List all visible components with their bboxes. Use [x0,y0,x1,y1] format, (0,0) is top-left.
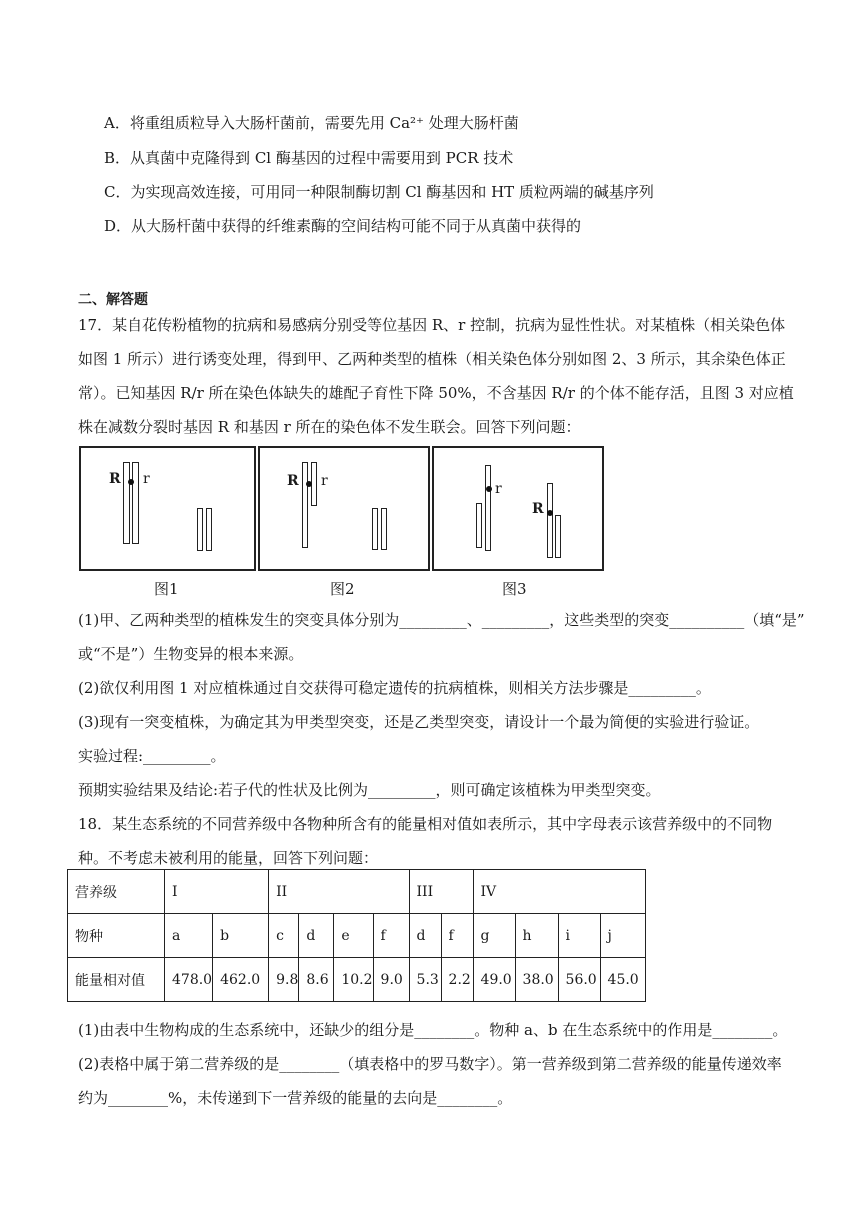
energy-table [67,869,646,1002]
chromosome-3b [485,465,491,551]
table-species-cell: b [213,914,269,958]
chromosome-other-b [206,508,212,551]
chromosome-1b [132,462,139,544]
table-energy-cell: 2.2 [441,958,473,1002]
q18-sub2-line-1: (2)表格中属于第二营养级的是________（填表格中的罗马数字）。第一营养级到第二营养级的能量传递效率 [78,1055,782,1073]
q17-line-4: 株在减数分裂时基因 R 和基因 r 所在的染色体不发生联会。回答下列问题： [78,418,581,436]
option-a: A．将重组质粒导入大肠杆菌前，需要先用 Ca²⁺ 处理大肠杆菌 [104,114,519,132]
centromere-dot [486,486,492,492]
option-c: C．为实现高效连接，可用同一种限制酶切割 Cl 酶基因和 HT 质粒两端的碱基序列 [104,183,654,201]
table-species-cell: e [334,914,373,958]
table-row [68,870,646,914]
table-species-cell: i [558,914,600,958]
figure-caption-2: 图2 [330,580,355,598]
q17-sub3: (3)现有一突变植株，为确定其为甲类型突变，还是乙类型突变，请设计一个最为简便的实验进行验证。 [78,713,760,731]
table-species-cell: f [441,914,473,958]
table-energy-cell: 478.0 [165,958,213,1002]
chromosome-other-a [372,508,378,550]
table-energy-cell: 9.0 [373,958,409,1002]
chromosome-2a [302,462,308,548]
table-energy-cell: 9.8 [269,958,299,1002]
centromere-dot [128,479,134,485]
table-header-label: 营养级 [68,870,165,914]
q17-line-3: 常）。已知基因 R/r 所在染色体缺失的雄配子育性下降 50%，不含基因 R/r 的个体不能存活，且图 3 对应植 [78,384,794,402]
table-energy-cell: 56.0 [558,958,600,1002]
option-d: D．从大肠杆菌中获得的纤维素酶的空间结构可能不同于从真菌中获得的 [104,217,582,235]
table-energy-cell: 5.3 [409,958,441,1002]
figure-caption-1: 图1 [154,580,179,598]
figure-1-panel [79,446,256,571]
q17-sub1-line-1: (1)甲、乙两种类型的植株发生的突变具体分别为_________、_________，这些类型的突变__________（填“是” [78,611,805,629]
option-b: B．从真菌中克隆得到 Cl 酶基因的过程中需要用到 PCR 技术 [104,149,514,167]
table-energy-cell: 10.2 [334,958,373,1002]
chromosome-3c [547,483,553,558]
table-energy-label: 能量相对值 [68,958,165,1002]
figure-caption-3: 图3 [502,580,527,598]
q17-sub2: (2)欲仅利用图 1 对应植株通过自交获得可稳定遗传的抗病植株，则相关方法步骤是_________。 [78,679,711,697]
q18-sub1: (1)由表中生物构成的生态系统中，还缺少的组分是________。物种 a、b 在生态系统中的作用是________。 [78,1021,788,1039]
q18-line-1: 18．某生态系统的不同营养级中各物种所含有的能量相对值如表所示，其中字母表示该营养级中的不同物 [78,815,773,833]
table-species-cell: j [600,914,645,958]
chromosome-other-b [381,508,387,550]
gene-label-R: R [109,471,121,487]
table-energy-cell: 49.0 [473,958,515,1002]
gene-label-R: R [287,473,299,489]
chromosome-other-a [197,508,203,551]
q17-process: 实验过程:_________。 [78,747,226,765]
table-species-cell: d [299,914,334,958]
chromosome-3d [555,515,561,558]
table-species-cell: d [409,914,441,958]
table-energy-cell: 45.0 [600,958,645,1002]
gene-label-R: R [532,501,544,517]
q17-line-1: 17．某自花传粉植物的抗病和易感病分别受等位基因 R、r 控制，抗病为显性性状。对某植株（相关染色体 [78,316,786,334]
q17-expected: 预期实验结果及结论:若子代的性状及比例为_________，则可确定该植株为甲类型突变。 [78,781,661,799]
table-level-cell: IV [473,870,645,914]
table-species-cell: a [165,914,213,958]
centromere-dot [547,510,553,516]
figure-3-panel [432,446,604,571]
q18-line-2: 种。不考虑未被利用的能量，回答下列问题： [78,849,379,867]
q18-sub2-line-2: 约为________%，未传递到下一营养级的能量的去向是________。 [78,1089,513,1107]
figure-2-panel [258,446,430,571]
table-energy-cell: 38.0 [515,958,558,1002]
table-species-cell: g [473,914,515,958]
table-energy-cell: 462.0 [213,958,269,1002]
table-energy-cell: 8.6 [299,958,334,1002]
gene-label-r: r [495,481,502,497]
gene-label-r: r [321,473,328,489]
table-species-cell: h [515,914,558,958]
centromere-dot [306,481,312,487]
table-level-cell: III [409,870,473,914]
table-species-cell: f [373,914,409,958]
table-species-label: 物种 [68,914,165,958]
table-level-cell: I [165,870,269,914]
q17-sub1-line-2: 或“不是”）生物变异的根本来源。 [78,645,304,663]
section-heading: 二、解答题 [78,292,148,308]
gene-label-r: r [143,471,150,487]
table-row [68,914,646,958]
table-level-cell: II [269,870,409,914]
table-row [68,958,646,1002]
q17-line-2: 如图 1 所示）进行诱变处理，得到甲、乙两种类型的植株（相关染色体分别如图 2、3 所示，其余染色体正 [78,350,786,368]
chromosome-3a [476,503,482,548]
chromosome-1a [123,462,130,544]
table-species-cell: c [269,914,299,958]
